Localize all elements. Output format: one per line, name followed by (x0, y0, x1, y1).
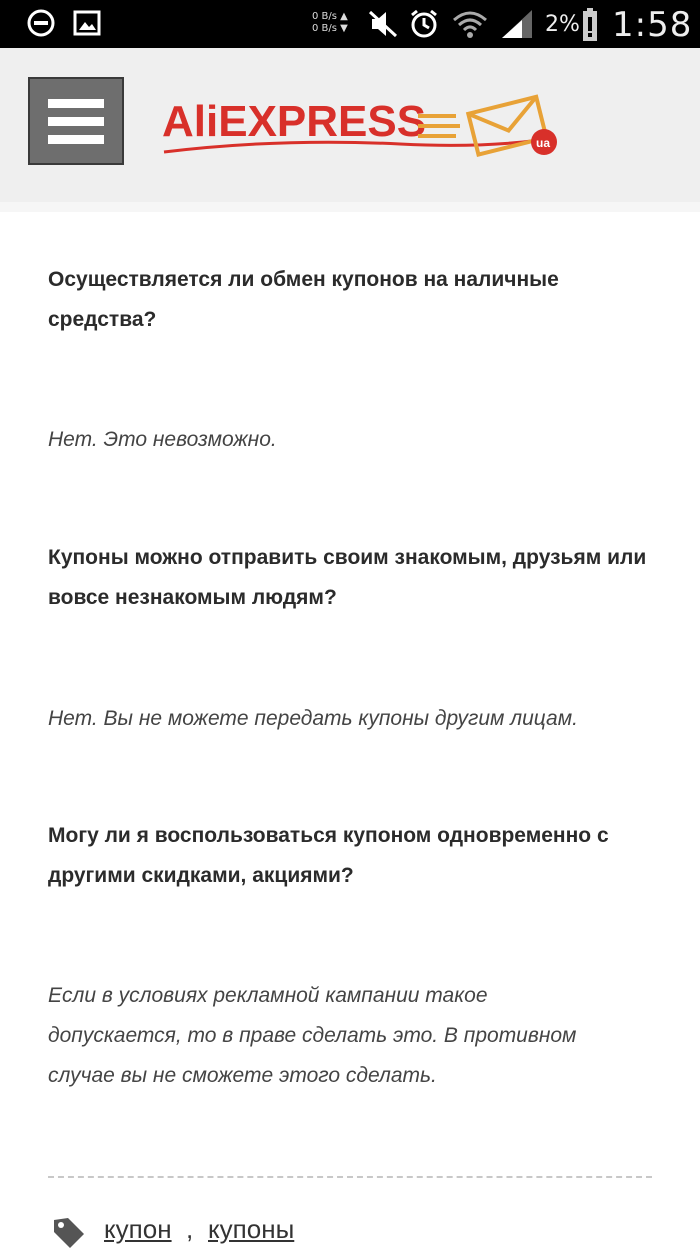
faq-question: Осуществляется ли обмен купонов на наличные средства? (48, 268, 559, 331)
wifi-icon (452, 8, 488, 47)
logo-badge: ua (536, 136, 551, 150)
tag-link[interactable]: купон (104, 1214, 172, 1244)
aliexpress-logo[interactable] (160, 86, 560, 166)
logo-text: AliEXPRESS (162, 97, 427, 146)
net-up-text: 0 B/s ▲ (312, 11, 348, 22)
alarm-icon (408, 8, 440, 45)
battery-icon (582, 8, 598, 47)
mute-icon (368, 8, 400, 45)
signal-icon (500, 8, 534, 45)
clock: 1:58 (612, 5, 693, 45)
faq-answer: Нет. Это невозможно. (48, 428, 277, 451)
network-speed (312, 11, 348, 35)
site-header (0, 48, 700, 212)
faq-answer: Нет. Вы не можете передать купоны другим лицам. (48, 707, 578, 730)
faq-answer: Если в условиях рекламной кампании такое допускается, то в праве сделать это. В противном случае вы не сможете этого сделать. (48, 984, 577, 1087)
tag-separator: , (186, 1214, 194, 1244)
faq-question: Купоны можно отправить своим знакомым, друзьям или вовсе незнакомым людям? (48, 546, 647, 609)
faq-question: Могу ли я воспользоваться купоном одновременно с другими скидками, акциями? (48, 824, 609, 887)
blocked-icon (26, 8, 56, 43)
status-bar (0, 0, 700, 48)
image-icon (72, 8, 102, 43)
dashed-divider (48, 1176, 652, 1178)
battery-percent: 2% (545, 12, 580, 37)
menu-button[interactable] (28, 77, 124, 165)
tag-icon (52, 1216, 86, 1257)
tag-link[interactable]: купоны (208, 1214, 295, 1244)
net-down-text: 0 B/s ▼ (312, 23, 348, 34)
